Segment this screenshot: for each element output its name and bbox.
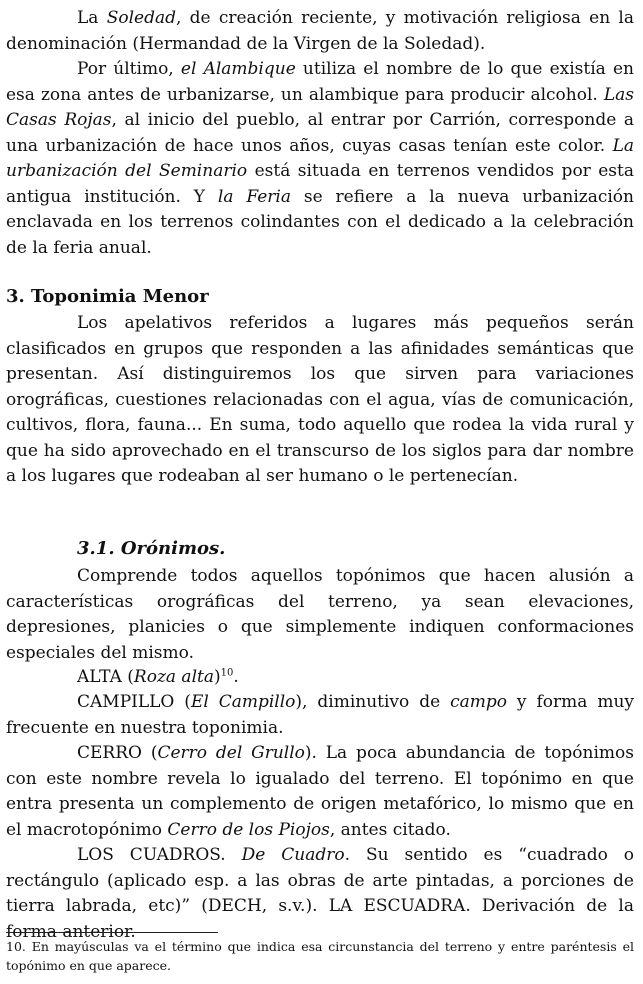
paragraph-oronimos-intro: Comprende todos aquellos topónimos que hacen alusión a características orográficas del terreno, ya sean elevaciones, depresiones, planicies o que simplemente indiquen conformaciones especiales del mismo.	[6, 566, 634, 663]
subsection-heading-oronimos: 3.1. Orónimos.	[77, 538, 226, 559]
footnote-10: 10. En mayúsculas va el término que indica esa circunstancia del terreno y entre paréntesis el topónimo en que aparece.	[6, 939, 634, 973]
entry-alta: ALTA (Roza alta)$^{10}$.	[77, 667, 239, 687]
paragraph-alambique: Por último, el Alambique utiliza el nombre de lo que existía en esa zona antes de urbanizarse, un alambique para producir alcohol. Las Casas Rojas, al inicio del pueblo, al entrar por Carrión, corresponde a una urbanización de hace unos años, cuyas casas tenían este color. La urbanización del Seminario está situada en terrenos vendidos por esta antigua institución. Y la Feria se refiere a la nueva urbanización enclavada en los terrenos colindantes con el dedicado a la celebración de la feria anual.	[6, 59, 634, 258]
entry-campillo: CAMPILLO (El Campillo), diminutivo de campo y forma muy frecuente en nuestra toponimia.	[6, 692, 634, 738]
paragraph-soledad: La Soledad, de creación reciente, y motivación religiosa en la denominación (Hermandad de la Virgen de la Soledad).	[6, 8, 634, 54]
paragraph-toponimia-menor: Los apelativos referidos a lugares más pequeños serán clasificados en grupos que responden a las afinidades semánticas que presentan. Así distinguiremos los que sirven para variaciones orográficas, cuestiones relacionadas con el agua, vías de comunicación, cultivos, flora, fauna... En suma, todo aquello que rodea la vida rural y que ha sido aprovechado en el transcurso de los siglos para dar nombre a los lugares que rodeaban al ser humano o le pertenecían.	[6, 313, 634, 486]
entry-cuadros: LOS CUADROS. De Cuadro. Su sentido es “cuadrado o rectángulo (aplicado esp. a las obras de arte pintadas, a porciones de tierra labrada, etc)” (DECH, s.v.). LA ESCUADRA. Derivación de la forma anterior.	[6, 845, 634, 942]
section-heading-toponimia-menor: 3. Toponimia Menor	[6, 286, 209, 307]
footnote-ref: 10	[220, 667, 234, 679]
footnote-divider	[6, 932, 218, 933]
entry-cerro: CERRO (Cerro del Grullo). La poca abundancia de topónimos con este nombre revela lo igualado del terreno. El topónimo en que entra presenta un complemento de origen metafórico, lo mismo que en el macrotopónimo Cerro de los Piojos, antes citado.	[6, 743, 634, 840]
